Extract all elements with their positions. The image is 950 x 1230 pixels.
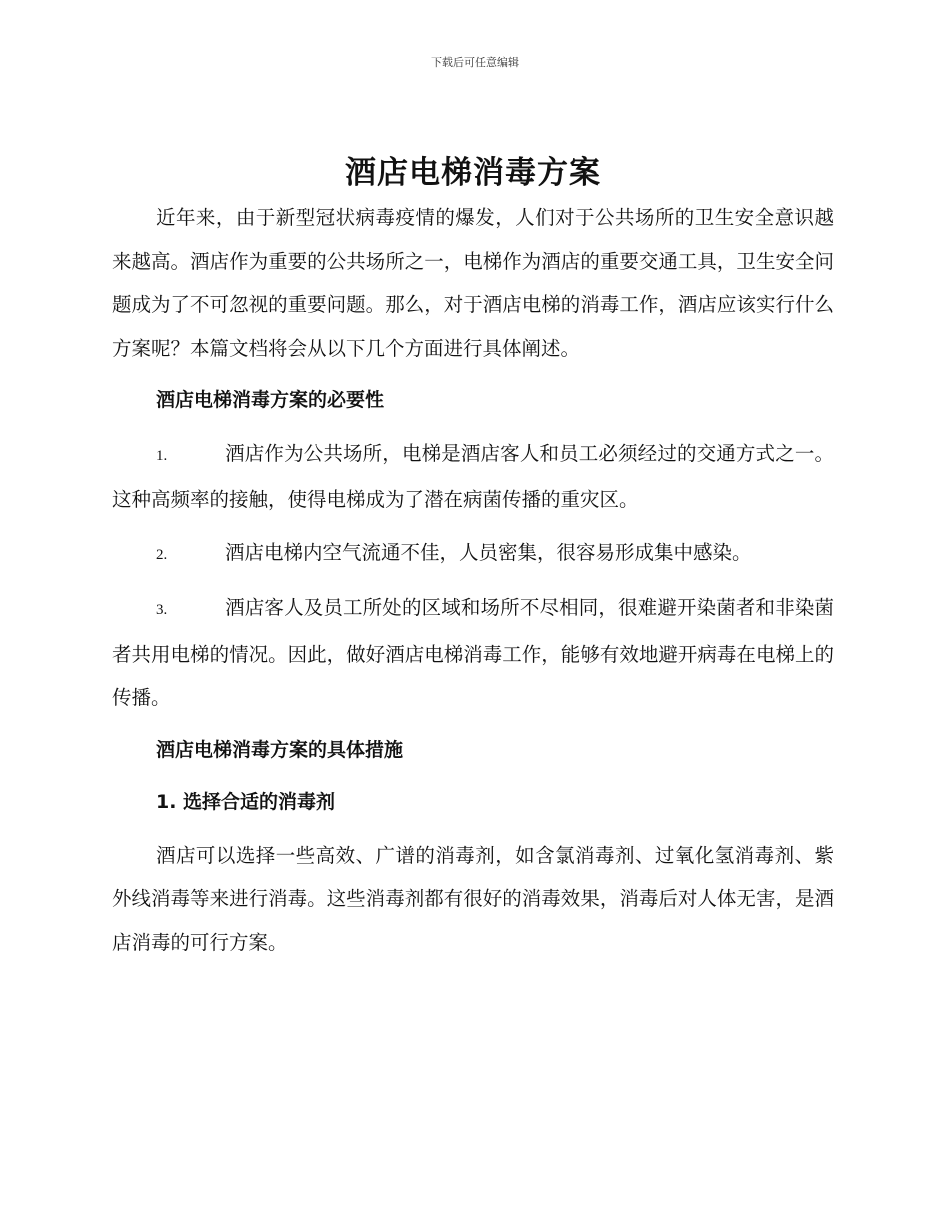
list-item-text: 酒店客人及员工所处的区域和场所不尽相同，很难避开染菌者和非染菌者共用电梯的情况。因此，做好酒店电梯消毒工作，能够有效地避开病毒在电梯上的传播。 [112,596,834,709]
spacer [112,522,834,531]
list-item [112,531,834,578]
list-item [112,432,834,522]
list-item-text: 酒店作为公共场所，电梯是酒店客人和员工必须经过的交通方式之一。这种高频率的接触，使得电梯成为了潜在病菌传播的重灾区。 [112,441,834,511]
spacer [112,772,834,781]
list-item [112,586,834,720]
spacer [112,577,834,586]
spacer [112,423,834,432]
disinfectant-paragraph: 酒店可以选择一些高效、广谱的消毒剂，如含氯消毒剂、过氧化氢消毒剂、紫外线消毒等来进行消毒。这些消毒剂都有很好的消毒效果，消毒后对人体无害，是酒店消毒的可行方案。 [112,843,834,954]
document-content [112,150,834,964]
list-item-text: 酒店电梯内空气流通不佳，人员密集，很容易形成集中感染。 [225,540,752,564]
list-item-number: 3. [156,602,168,618]
section-heading-necessity: 酒店电梯消毒方案的必要性 [156,389,385,411]
intro-paragraph: 近年来，由于新型冠状病毒疫情的爆发，人们对于公共场所的卫生安全意识越来越高。酒店作为重要的公共场所之一，电梯作为酒店的重要交通工具，卫生安全问题成为了不可忽视的重要问题。那么，对于酒店电梯的消毒工作，酒店应该实行什么方案呢？本篇文档将会从以下几个方面进行具体阐述。 [112,206,834,360]
list-item-number: 1. [156,447,168,464]
list-item-number: 2. [156,546,168,563]
subsection-heading-disinfectant: 1. 选择合适的消毒剂 [156,791,336,813]
section-heading-measures: 酒店电梯消毒方案的具体措施 [156,738,404,761]
spacer [112,720,834,729]
spacer [112,825,834,834]
spacer [112,370,834,379]
header-note: 下载后可任意编辑 [431,56,519,69]
document-title: 酒店电梯消毒方案 [345,155,601,191]
